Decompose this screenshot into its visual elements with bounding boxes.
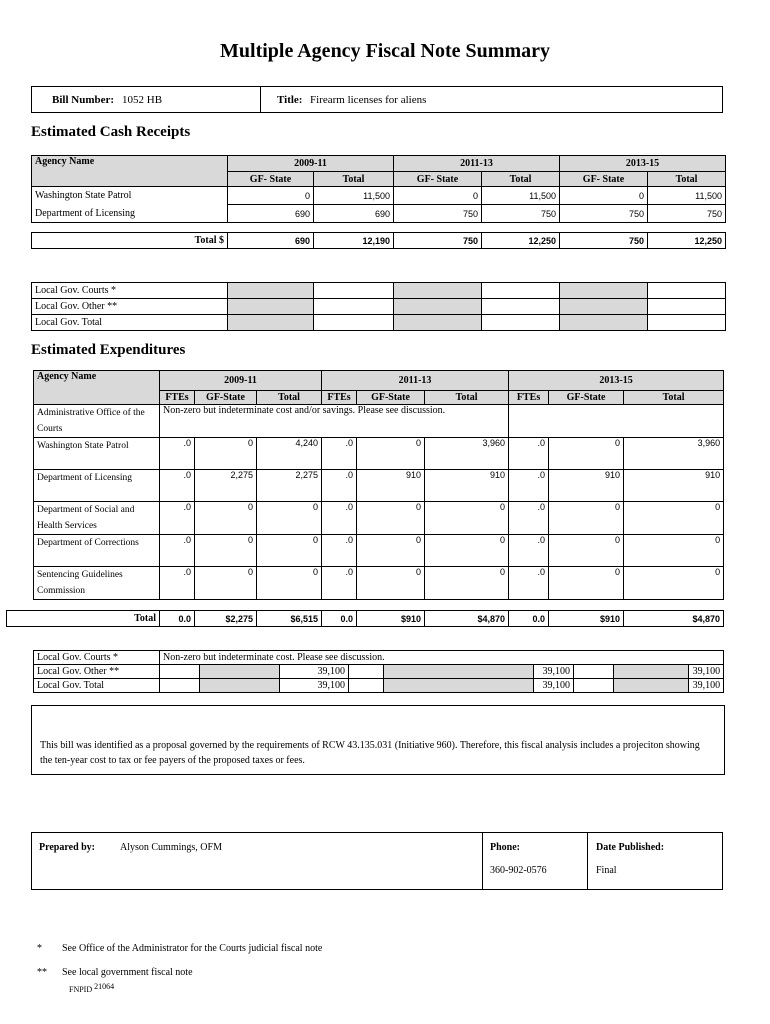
cell: 0 (357, 502, 425, 535)
fnpid (69, 982, 115, 994)
col-header: GF- State (228, 172, 314, 187)
cell: .0 (160, 470, 195, 502)
cell: .0 (160, 502, 195, 535)
agency-name: Department of Social and Health Services (34, 502, 160, 535)
cell: 750 (648, 205, 726, 223)
cell: .0 (322, 470, 357, 502)
cell: 0 (195, 535, 257, 567)
total-label: Total $ (32, 233, 228, 249)
cell: 0 (357, 567, 425, 600)
table-row (34, 438, 724, 470)
row-label: Local Gov. Total (34, 679, 160, 693)
table-row (34, 405, 724, 438)
cell: .0 (509, 470, 549, 502)
footnote-text: See Office of the Administrator for the Courts judicial fiscal note (62, 943, 323, 954)
row-label: Local Gov. Other ** (34, 665, 160, 679)
cell: 39,100 (534, 679, 574, 693)
cell: 750 (394, 233, 482, 249)
cell: $4,870 (624, 611, 724, 627)
period-header: 2011-13 (394, 156, 560, 172)
table-row (32, 205, 726, 223)
cell: .0 (322, 567, 357, 600)
row-label: Local Gov. Courts * (32, 283, 228, 299)
cell: 0 (394, 187, 482, 205)
cell: .0 (509, 502, 549, 535)
col-header: GF-State (549, 391, 624, 405)
cell: 0 (549, 535, 624, 567)
cell: .0 (509, 567, 549, 600)
table-row (32, 299, 726, 315)
cell: 0 (549, 438, 624, 470)
col-header: FTEs (509, 391, 549, 405)
cell: 0 (195, 502, 257, 535)
cell: 0.0 (160, 611, 195, 627)
cell: 3,960 (425, 438, 509, 470)
agency-name-header: Agency Name (34, 371, 160, 405)
agency-name: Department of Licensing (34, 470, 160, 502)
cell: 11,500 (314, 187, 394, 205)
expenditures-heading: Estimated Expenditures (31, 342, 186, 358)
table-row (34, 535, 724, 567)
table-row (34, 502, 724, 535)
cell: 12,250 (648, 233, 726, 249)
cell: $2,275 (195, 611, 257, 627)
cell: 0 (624, 502, 724, 535)
phone-label: Phone: (490, 842, 520, 853)
date-published: Final (596, 865, 617, 876)
total-label: Total (7, 611, 160, 627)
period-header: 2009-11 (228, 156, 394, 172)
table-row (34, 567, 724, 600)
cell: .0 (322, 502, 357, 535)
table-row (32, 187, 726, 205)
cell: 4,240 (257, 438, 322, 470)
agency-name: Administrative Office of the Courts (34, 405, 160, 438)
table-row (34, 665, 724, 679)
cell: .0 (160, 535, 195, 567)
cell: 12,190 (314, 233, 394, 249)
preparer-name: Alyson Cummings, OFM (120, 842, 222, 853)
page-title: Multiple Agency Fiscal Note Summary (220, 40, 550, 62)
row-label: Local Gov. Total (32, 315, 228, 331)
cell: 750 (394, 205, 482, 223)
cell: $910 (357, 611, 425, 627)
cell: $4,870 (425, 611, 509, 627)
period-header: 2009-11 (160, 371, 322, 391)
period-header: 2013-15 (560, 156, 726, 172)
cell: .0 (509, 438, 549, 470)
row-label: Local Gov. Other ** (32, 299, 228, 315)
agency-name-header: Agency Name (32, 156, 228, 187)
prepared-by-box (31, 832, 723, 890)
expenditures-total-table (6, 610, 724, 627)
cell: $910 (549, 611, 624, 627)
cell: 2,275 (257, 470, 322, 502)
cash-total-table (31, 232, 726, 249)
agency-name: Department of Licensing (32, 205, 228, 223)
cell: .0 (322, 535, 357, 567)
bill-info-box (31, 86, 723, 113)
cell: 0 (357, 535, 425, 567)
cell: 39,100 (689, 665, 724, 679)
cell: 2,275 (195, 470, 257, 502)
cell: 0 (624, 567, 724, 600)
cell: 0 (425, 535, 509, 567)
cell: 0 (425, 567, 509, 600)
col-header: FTEs (322, 391, 357, 405)
cash-receipts-table (31, 155, 726, 223)
cell: 39,100 (280, 665, 349, 679)
cell: 0.0 (322, 611, 357, 627)
cell: 0 (257, 502, 322, 535)
period-header: 2011-13 (322, 371, 509, 391)
cell: 0 (357, 438, 425, 470)
cell: 0.0 (509, 611, 549, 627)
col-header: GF- State (394, 172, 482, 187)
fnpid-value: 21064 (94, 982, 115, 991)
col-header: GF- State (560, 172, 648, 187)
col-header: GF-State (357, 391, 425, 405)
expenditures-local-gov-table (33, 650, 724, 693)
local-courts-note: Non-zero but indeterminate cost. Please see discussion. (160, 651, 724, 665)
agency-name: Department of Corrections (34, 535, 160, 567)
cell: 910 (624, 470, 724, 502)
footnote-text: See local government fiscal note (62, 967, 193, 978)
cell: 0 (257, 535, 322, 567)
bill-title: Firearm licenses for aliens (310, 94, 427, 106)
cell: 0 (257, 567, 322, 600)
cell: 690 (228, 233, 314, 249)
col-header: Total (257, 391, 322, 405)
table-row (34, 470, 724, 502)
cash-receipts-heading: Estimated Cash Receipts (31, 124, 191, 140)
cell: 0 (195, 567, 257, 600)
table-row (34, 679, 724, 693)
phone-number: 360-902-0576 (490, 865, 547, 876)
period-header: 2013-15 (509, 371, 724, 391)
prepared-by-label: Prepared by: (39, 842, 96, 853)
table-row (32, 283, 726, 299)
cell: 750 (482, 205, 560, 223)
footnote-mark: * (37, 943, 42, 954)
cell: 0 (560, 187, 648, 205)
cell: 910 (425, 470, 509, 502)
statement-box (31, 705, 725, 775)
cell: 39,100 (534, 665, 574, 679)
agency-name: Washington State Patrol (32, 187, 228, 205)
table-row (34, 651, 724, 665)
bill-title-label: Title: (277, 94, 303, 106)
cell: 39,100 (280, 679, 349, 693)
statement-text: This bill was identified as a proposal governed by the requirements of RCW 43.135.031 (Initiative 960). Therefore, this fiscal analysis includes a projeciton showing the ten-year cost to tax or fee payers of the proposed taxes or fees. (40, 740, 700, 766)
agency-name: Sentencing Guidelines Commission (34, 567, 160, 600)
bill-number: 1052 HB (122, 94, 163, 106)
cell: .0 (322, 438, 357, 470)
date-published-label: Date Published: (596, 842, 665, 853)
cell: 910 (357, 470, 425, 502)
fnpid-label: FNPID (69, 985, 93, 994)
col-header: Total (425, 391, 509, 405)
total-row (32, 233, 726, 249)
col-header: Total (482, 172, 560, 187)
col-header: Total (314, 172, 394, 187)
cell: 3,960 (624, 438, 724, 470)
cell: 750 (560, 205, 648, 223)
cell: 910 (549, 470, 624, 502)
cell: 690 (228, 205, 314, 223)
cell: 39,100 (689, 679, 724, 693)
bill-number-label: Bill Number: (52, 94, 115, 106)
cell: .0 (160, 438, 195, 470)
cell: .0 (509, 535, 549, 567)
cell: 11,500 (482, 187, 560, 205)
total-row (7, 611, 724, 627)
cell: 0 (195, 438, 257, 470)
cash-local-gov-table (31, 282, 726, 331)
col-header: Total (624, 391, 724, 405)
cell: 750 (560, 233, 648, 249)
cell: 12,250 (482, 233, 560, 249)
col-header: Total (648, 172, 726, 187)
cell: 11,500 (648, 187, 726, 205)
expenditures-table (33, 370, 724, 600)
cell: 0 (228, 187, 314, 205)
col-header: GF-State (195, 391, 257, 405)
agency-name: Washington State Patrol (34, 438, 160, 470)
aoc-note: Non-zero but indeterminate cost and/or savings. Please see discussion. (160, 405, 509, 438)
cell: 0 (425, 502, 509, 535)
cell: .0 (160, 567, 195, 600)
cell: 690 (314, 205, 394, 223)
footnote-mark: ** (37, 967, 47, 978)
cell: 0 (624, 535, 724, 567)
cell: 0 (549, 502, 624, 535)
row-label: Local Gov. Courts * (34, 651, 160, 665)
cell: 0 (549, 567, 624, 600)
table-row (32, 315, 726, 331)
col-header: FTEs (160, 391, 195, 405)
cell: $6,515 (257, 611, 322, 627)
